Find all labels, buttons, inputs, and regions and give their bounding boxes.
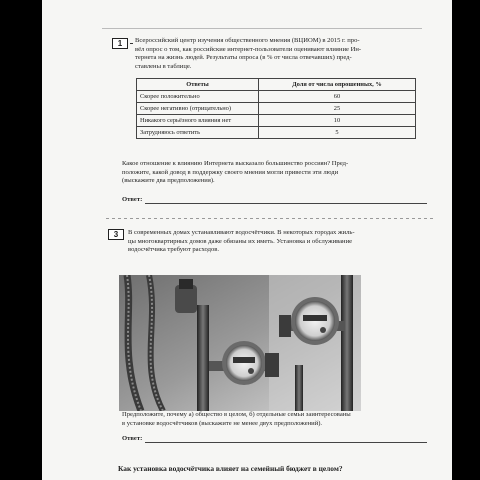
- table-header-row: [137, 79, 416, 91]
- table-row: [137, 103, 416, 115]
- task1-text-line: Всероссийский центр изучения общественного мнения (ВЦИОМ) в 2015 г. про-: [135, 37, 360, 44]
- table-cell: 10: [259, 115, 416, 127]
- table-cell: 60: [259, 91, 416, 103]
- task1-text: [135, 37, 425, 71]
- top-rule: [102, 28, 422, 29]
- task1-question-line: положите, какой довод в поддержку своего мнения могли привести эти люди: [122, 168, 339, 176]
- survey-table: [136, 78, 416, 139]
- task3-question: [122, 411, 427, 428]
- task1-answer-label: Ответ:: [122, 196, 143, 203]
- task1-text-line: тернета на жизнь людей. Результаты опроса (в % от числа отвечавших) пред-: [135, 54, 352, 62]
- table-cell: Затрудняюсь ответить: [137, 127, 259, 139]
- task1-answer-line[interactable]: [145, 203, 427, 204]
- table-header: Доля от числа опрошенных, %: [259, 79, 416, 91]
- table-header: Ответы: [137, 79, 259, 91]
- task-number-1: 1: [112, 38, 128, 49]
- water-meters-photo: [119, 275, 361, 411]
- table-cell: Скорее негативно (отрицательно): [137, 103, 259, 115]
- task3-text-line: водосчётчика требуют расходов.: [128, 246, 220, 254]
- worksheet-page: [42, 0, 452, 480]
- table-cell: Никакого серьёзного влияния нет: [137, 115, 259, 127]
- task1-question: [122, 160, 427, 186]
- task3-question-line: Предположите, почему а) общество в целом, б) отдельные семьи заинтересованы: [122, 411, 351, 418]
- task-number-3: 3: [108, 229, 124, 240]
- table-row: [137, 127, 416, 139]
- task1-question-line: Какое отношение к влиянию Интернета высказало большинство россиян? Пред-: [122, 160, 349, 167]
- table-cell: 5: [259, 127, 416, 139]
- table-cell: 25: [259, 103, 416, 115]
- bottom-question: Как установка водосчётчика влияет на семейный бюджет в целом?: [118, 464, 343, 473]
- task1-text-line: вёл опрос о том, как российские интернет-пользователи оценивают влияние Ин-: [135, 45, 362, 53]
- task-divider: [130, 43, 133, 44]
- task3-answer-line[interactable]: [145, 442, 427, 443]
- task3-question-line: в установке водосчётчиков (выскажите не менее двух предположений).: [122, 419, 323, 427]
- task3-text: [128, 229, 428, 255]
- task3-text-line: цы многоквартирных домов даже обязаны их иметь. Установка и обслуживание: [128, 237, 353, 245]
- section-divider: [106, 218, 436, 219]
- table-row: [137, 115, 416, 127]
- task3-answer-label: Ответ:: [122, 435, 143, 442]
- task1-question-line: (выскажите два предположения).: [122, 177, 215, 185]
- table-cell: Скорее положительно: [137, 91, 259, 103]
- table-row: [137, 91, 416, 103]
- task1-text-line: ставлены в таблице.: [135, 62, 192, 70]
- task3-text-line: В современных домах устанавливают водосчётчики. В некоторых городах жиль-: [128, 229, 355, 236]
